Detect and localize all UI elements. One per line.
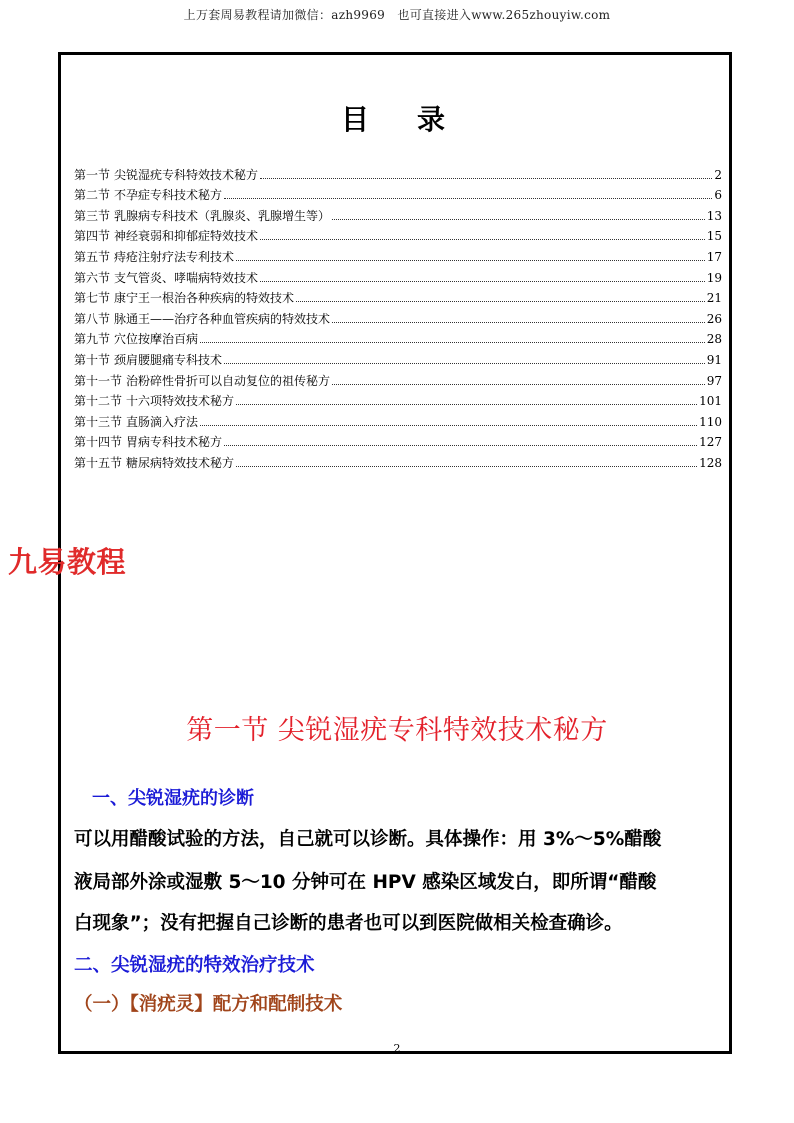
toc-leader-dots [332,383,705,385]
toc-entry-number: 第四节 [74,229,111,244]
toc-entry-number: 第六节 [74,270,111,285]
toc-entry-title: 神经衰弱和抑郁症特效技术 [114,229,259,244]
toc-entry-number: 第十四节 [74,435,123,450]
toc-entry[interactable] [74,285,722,306]
toc-entry-title: 糖尿病特效技术秘方 [126,455,235,470]
toc-leader-dots [224,444,697,446]
toc-entry-title: 穴位按摩治百病 [114,332,199,347]
section-heading: 第一节 尖锐湿疣专科特效技术秘方 [186,715,608,746]
toc-entry-page: 19 [706,270,722,285]
toc-entry-page: 26 [706,311,722,326]
toc-entry-title: 康宁王一根治各种疾病的特效技术 [114,291,295,306]
body-line: 液局部外涂或湿敷 5～10 分钟可在 HPV 感染区域发白，即所谓“醋酸 [74,872,657,893]
toc-entry-title: 直肠滴入疗法 [126,414,199,429]
toc-entry-title: 乳腺病专科技术（乳腺炎、乳腺增生等） [114,208,331,223]
toc-entry-number: 第十五节 [74,455,123,470]
toc-entry-title: 不孕症专科技术秘方 [114,188,223,203]
toc-entry[interactable] [74,408,722,429]
toc-entry-page: 2 [714,167,722,182]
toc-entry[interactable] [74,161,722,182]
toc-entry-page: 91 [706,352,722,367]
toc-entry-title: 尖锐湿疣专科特效技术秘方 [114,167,259,182]
toc-entry-title: 胃病专科技术秘方 [126,435,223,450]
toc-leader-dots [332,218,705,220]
toc-entry-page: 110 [699,414,722,429]
toc-entry-page: 97 [706,373,722,388]
toc-entry-number: 第十二节 [74,394,123,409]
toc-leader-dots [332,321,705,323]
body-line: 可以用醋酸试验的方法，自己就可以诊断。具体操作：用 3%～5%醋酸 [74,829,662,850]
body-line: 白现象”；没有把握自己诊断的患者也可以到医院做相关检查确诊。 [74,913,623,934]
toc-entry-title: 痔疮注射疗法专利技术 [114,249,235,264]
toc-leader-dots [224,197,712,199]
toc-entry-title: 颈肩腰腿痛专科技术 [114,352,223,367]
watermark-logo: 九易教程 [8,545,127,579]
toc-entry[interactable] [74,449,722,470]
toc-entry-page: 28 [706,332,722,347]
toc-entry-title: 十六项特效技术秘方 [126,394,235,409]
toc-leader-dots [236,465,697,467]
toc-entry-number: 第一节 [74,167,111,182]
toc-entry-number: 第十一节 [74,373,123,388]
toc-entry-page: 21 [706,291,722,306]
header-note: 上万套周易教程请加微信：azh9969 也可直接进入www.265zhouyiw.com [183,8,611,22]
toc-leader-dots [224,362,705,364]
toc-entry-number: 第八节 [74,311,111,326]
toc-entry-number: 第七节 [74,291,111,306]
toc-leader-dots [260,238,705,240]
subheading-formula: （一）【消疣灵】配方和配制技术 [74,994,343,1015]
toc-entry[interactable] [74,346,722,367]
toc-entry-number: 第五节 [74,249,111,264]
toc-entry-page: 128 [699,455,722,470]
page-number: 2 [393,1042,401,1055]
toc-leader-dots [236,259,705,261]
toc-entry-page: 13 [706,208,722,223]
toc-entry[interactable] [74,223,722,244]
toc-title: 目录 [340,103,493,136]
toc-entry-page: 6 [714,188,722,203]
toc-entry-number: 第十三节 [74,414,123,429]
toc-entry[interactable] [74,367,722,388]
toc-entry-number: 第三节 [74,208,111,223]
toc-leader-dots [260,177,712,179]
toc-entry-page: 101 [699,394,722,409]
toc-entry-page: 127 [699,435,722,450]
toc-entry-page: 15 [706,229,722,244]
toc-entry-number: 第十节 [74,352,111,367]
toc-entry[interactable] [74,182,722,203]
toc-leader-dots [296,300,705,302]
toc-entry[interactable] [74,264,722,285]
toc-entry[interactable] [74,243,722,264]
toc-entry-title: 支气管炎、哮喘病特效技术 [114,270,259,285]
toc-leader-dots [200,341,705,343]
toc-leader-dots [260,280,705,282]
toc-leader-dots [236,403,697,405]
table-of-contents [74,161,722,470]
toc-entry-number: 第二节 [74,188,111,203]
toc-entry-title: 治粉碎性骨折可以自动复位的祖传秘方 [126,373,331,388]
subheading-diagnosis: 一、尖锐湿疣的诊断 [92,788,254,809]
toc-entry[interactable] [74,202,722,223]
toc-entry-number: 第九节 [74,332,111,347]
subheading-treatment: 二、尖锐湿疣的特效治疗技术 [74,955,315,976]
toc-entry[interactable] [74,388,722,409]
toc-leader-dots [200,424,697,426]
toc-entry[interactable] [74,326,722,347]
toc-entry[interactable] [74,429,722,450]
toc-entry[interactable] [74,305,722,326]
toc-entry-page: 17 [706,249,722,264]
toc-entry-title: 脉通王——治疗各种血管疾病的特效技术 [114,311,331,326]
